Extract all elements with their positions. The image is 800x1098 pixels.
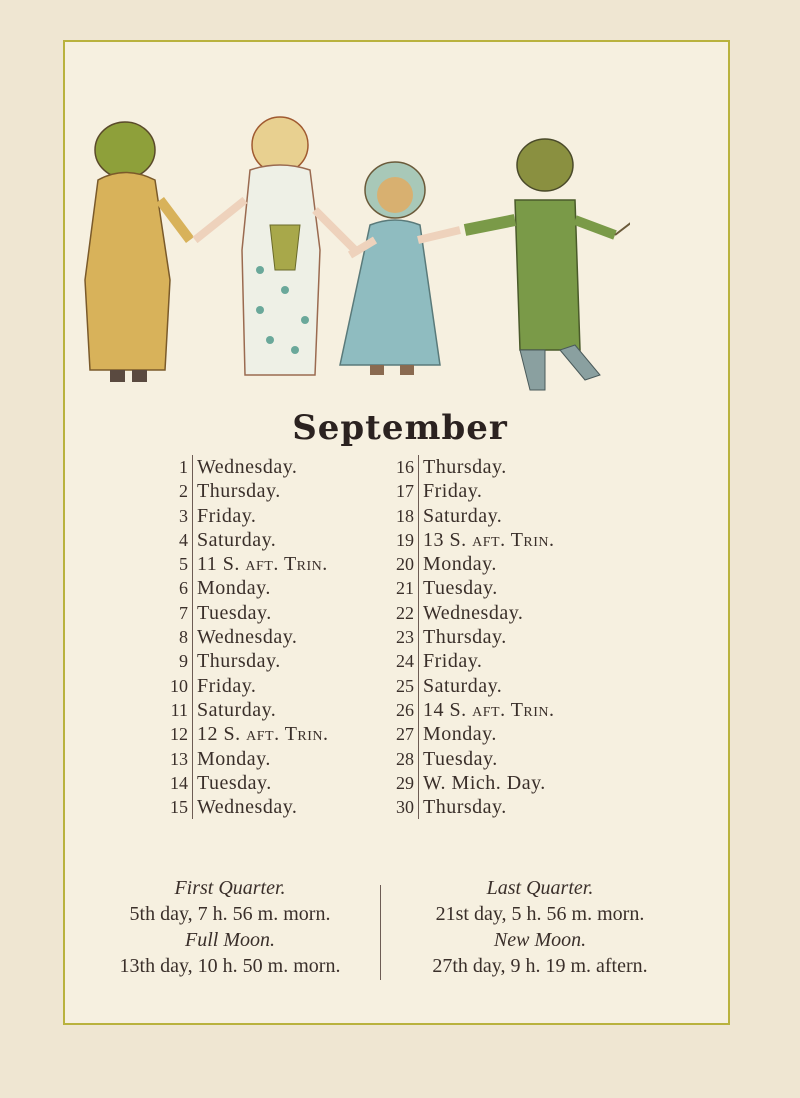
column-rule <box>418 771 419 795</box>
calendar-row <box>380 771 555 795</box>
column-rule <box>192 552 193 576</box>
full-moon-label: Full Moon. <box>185 929 275 951</box>
last-quarter-label: Last Quarter. <box>486 877 594 899</box>
first-quarter-label: First Quarter. <box>174 877 286 899</box>
day-number: 1 <box>179 457 188 477</box>
day-name: Friday. <box>197 504 257 527</box>
day-name: 14 S. aft. Trin. <box>423 698 555 721</box>
calendar-right-column <box>380 455 555 819</box>
child-blue-dress <box>340 162 460 375</box>
day-name: Thursday. <box>423 456 507 478</box>
column-rule <box>418 674 419 698</box>
day-name: Tuesday. <box>197 601 272 624</box>
column-rule <box>418 722 419 746</box>
moon-column-right <box>390 875 690 979</box>
day-name: Monday. <box>423 723 497 746</box>
day-name: W. Mich. Day. <box>423 771 546 794</box>
day-number: 22 <box>396 602 414 623</box>
children-illustration <box>70 110 630 400</box>
day-number: 25 <box>396 675 414 696</box>
calendar-row <box>150 576 329 600</box>
day-number: 8 <box>179 627 188 648</box>
day-number: 27 <box>396 724 414 745</box>
day-number: 18 <box>396 505 414 526</box>
day-number: 17 <box>396 481 414 502</box>
day-number: 14 <box>170 772 188 793</box>
column-rule <box>418 528 419 552</box>
column-rule <box>192 795 193 819</box>
day-name: Monday. <box>423 553 497 576</box>
day-number: 12 <box>170 724 188 745</box>
day-number: 11 <box>170 699 188 720</box>
calendar-row <box>380 552 555 576</box>
day-name: Friday. <box>423 650 483 673</box>
column-rule <box>192 455 193 479</box>
column-rule <box>192 771 193 795</box>
day-number: 13 <box>170 748 188 769</box>
column-rule <box>192 528 193 552</box>
day-name: Thursday. <box>197 650 281 673</box>
calendar-row <box>150 674 329 698</box>
day-number: 5 <box>179 554 188 575</box>
column-rule <box>418 552 419 576</box>
day-name: Monday. <box>197 577 271 600</box>
day-number: 29 <box>396 772 414 793</box>
day-name: Friday. <box>197 674 257 697</box>
month-title: September <box>292 408 508 448</box>
first-quarter-detail: 5th day, 7 h. 56 m. morn. <box>129 903 331 925</box>
moon-column-left <box>80 875 380 979</box>
column-rule <box>192 479 193 503</box>
calendar-row <box>150 625 329 649</box>
calendar-row <box>150 552 329 576</box>
day-name: 11 S. aft. Trin. <box>197 553 328 576</box>
calendar-row <box>380 625 555 649</box>
column-rule <box>192 674 193 698</box>
day-name: Thursday. <box>423 626 507 649</box>
calendar-row <box>380 479 555 503</box>
column-rule <box>192 649 193 673</box>
new-moon-label: New Moon. <box>493 929 587 951</box>
moon-phases <box>0 875 800 985</box>
day-number: 6 <box>179 578 188 599</box>
calendar-row <box>150 504 329 528</box>
column-rule <box>418 747 419 771</box>
column-rule <box>418 625 419 649</box>
day-name: Wednesday. <box>423 601 524 624</box>
column-rule <box>192 698 193 722</box>
day-name: Saturday. <box>423 504 503 527</box>
column-rule <box>418 576 419 600</box>
day-name: Saturday. <box>197 698 277 721</box>
day-number: 7 <box>179 602 188 623</box>
calendar-row <box>150 601 329 625</box>
day-number: 10 <box>170 675 188 696</box>
day-number: 30 <box>396 797 414 818</box>
calendar-row <box>380 504 555 528</box>
column-rule <box>192 625 193 649</box>
calendar-row <box>380 649 555 673</box>
day-number: 3 <box>179 505 188 526</box>
calendar-row <box>150 795 329 819</box>
day-number: 15 <box>170 797 188 818</box>
day-name: Saturday. <box>423 674 503 697</box>
child-white-dress <box>195 117 355 375</box>
column-rule <box>192 576 193 600</box>
calendar-row <box>150 771 329 795</box>
column-rule <box>418 504 419 528</box>
calendar-row <box>150 722 329 746</box>
column-rule <box>418 649 419 673</box>
new-moon-detail: 27th day, 9 h. 19 m. aftern. <box>432 955 648 977</box>
calendar-row <box>380 698 555 722</box>
day-number: 20 <box>396 554 414 575</box>
day-name: Friday. <box>423 480 483 503</box>
column-rule <box>418 795 419 819</box>
calendar-row <box>380 722 555 746</box>
day-name: Tuesday. <box>197 771 272 794</box>
day-number: 19 <box>396 529 414 550</box>
calendar-row <box>380 747 555 771</box>
column-rule <box>192 601 193 625</box>
day-number: 9 <box>179 651 188 672</box>
calendar-row <box>150 455 329 479</box>
day-name: Wednesday. <box>197 626 298 649</box>
column-rule <box>418 698 419 722</box>
column-rule <box>192 504 193 528</box>
day-name: 13 S. aft. Trin. <box>423 528 555 551</box>
day-number: 24 <box>396 651 414 672</box>
day-name: 12 S. aft. Trin. <box>197 723 329 746</box>
day-name: Monday. <box>197 747 271 770</box>
day-name: Tuesday. <box>423 577 498 600</box>
calendar-row <box>380 576 555 600</box>
calendar-row <box>380 528 555 552</box>
calendar-row <box>150 747 329 771</box>
calendar-row <box>380 601 555 625</box>
calendar-row <box>150 479 329 503</box>
column-rule <box>418 479 419 503</box>
calendar-left-column <box>150 455 329 819</box>
day-number: 4 <box>179 529 188 550</box>
column-rule <box>418 455 419 479</box>
calendar-row <box>380 455 555 479</box>
column-rule <box>192 747 193 771</box>
day-number: 2 <box>179 481 188 502</box>
column-rule <box>192 722 193 746</box>
child-green-suit <box>465 139 630 390</box>
calendar-row <box>150 698 329 722</box>
last-quarter-detail: 21st day, 5 h. 56 m. morn. <box>435 903 645 925</box>
day-name: Wednesday. <box>197 456 298 478</box>
day-name: Thursday. <box>423 796 507 819</box>
full-moon-detail: 13th day, 10 h. 50 m. morn. <box>119 955 341 977</box>
calendar-row <box>380 795 555 819</box>
calendar-row <box>150 528 329 552</box>
child-yellow-coat <box>85 122 190 382</box>
day-name: Wednesday. <box>197 796 298 819</box>
calendar-row <box>150 649 329 673</box>
day-number: 16 <box>396 457 414 477</box>
day-number: 21 <box>396 578 414 599</box>
moon-divider <box>380 885 381 980</box>
day-name: Tuesday. <box>423 747 498 770</box>
day-number: 23 <box>396 627 414 648</box>
day-name: Thursday. <box>197 480 281 503</box>
day-number: 28 <box>396 748 414 769</box>
day-name: Saturday. <box>197 528 277 551</box>
column-rule <box>418 601 419 625</box>
day-number: 26 <box>396 699 414 720</box>
calendar-row <box>380 674 555 698</box>
